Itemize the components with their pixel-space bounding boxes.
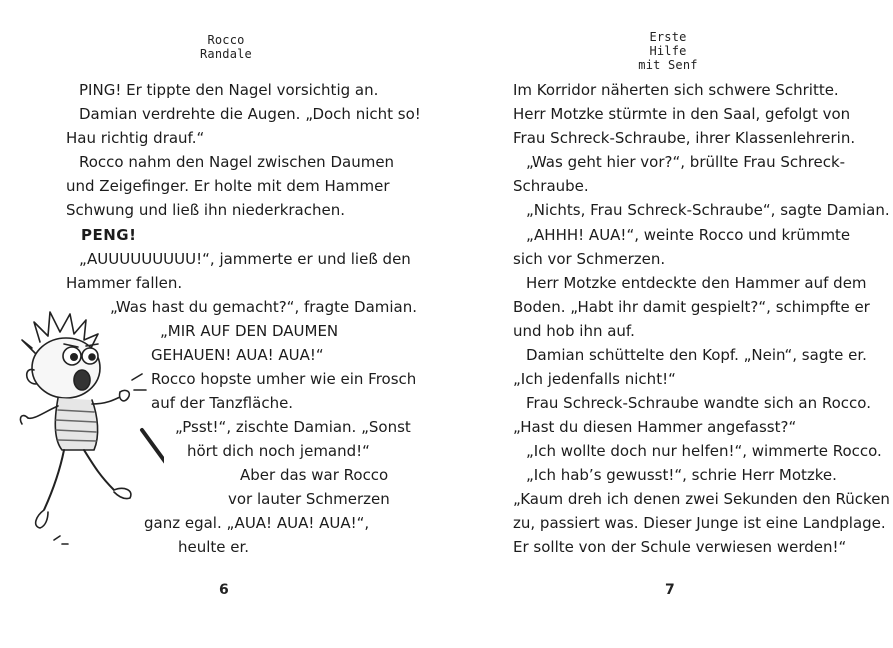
text-line: „Ich jedenfalls nicht!“ [513,370,676,388]
text-line: Rocco hopste umher wie ein Frosch [151,370,417,388]
left-page [0,0,446,648]
rocco-hopping-illustration [14,300,164,560]
text-line: Im Korridor näherten sich schwere Schritte. [513,81,839,99]
text-line: Herr Motzke entdeckte den Hammer auf dem [526,274,867,292]
text-line: vor lauter Schmerzen [228,490,390,508]
text-line-bold: PENG! [81,226,137,244]
running-head-line: Rocco [207,33,245,47]
text-line: Boden. „Habt ihr damit gespielt?“, schimpfte er [513,298,870,316]
text-line: „Kaum dreh ich denen zwei Sekunden den Rücken [513,490,890,508]
text-line: „MIR AUF DEN DAUMEN [160,322,339,340]
text-line: „Psst!“, zischte Damian. „Sonst [175,418,411,436]
text-line: GEHAUEN! AUA! AUA!“ [151,346,324,364]
text-line: hört dich noch jemand!“ [187,442,370,460]
text-line: auf der Tanzfläche. [151,394,294,412]
text-line: „Nichts, Frau Schreck-Schraube“, sagte Damian. [526,201,890,219]
text-line: Frau Schreck-Schraube, ihrer Klassenlehrerin. [513,129,856,147]
page-number-right: 7 [665,582,675,598]
text-line: ganz egal. „AUA! AUA! AUA!“, [144,514,370,532]
text-line: Rocco nahm den Nagel zwischen Daumen [79,153,395,171]
text-line: sich vor Schmerzen. [513,250,666,268]
text-line: Schraube. [513,177,589,195]
text-line: heulte er. [178,538,250,556]
text-line: „Was geht hier vor?“, brüllte Frau Schreck- [526,153,846,171]
running-head-left [196,33,256,61]
text-line: „Ich wollte doch nur helfen!“, wimmerte Rocco. [526,442,882,460]
text-line: „Was hast du gemacht?“, fragte Damian. [110,298,418,316]
text-line: und hob ihn auf. [513,322,635,340]
text-line: PING! Er tippte den Nagel vorsichtig an. [79,81,379,99]
text-line: „Ich hab’s gewusst!“, schrie Herr Motzke. [526,466,837,484]
text-line: Herr Motzke stürmte in den Saal, gefolgt von [513,105,851,123]
text-line: Damian schüttelte den Kopf. „Nein“, sagte er. [526,346,867,364]
text-line: Schwung und ließ ihn niederkrachen. [66,201,346,219]
running-head-line: Randale [200,47,252,61]
right-page [446,0,893,648]
text-line: „Hast du diesen Hammer angefasst?“ [513,418,797,436]
running-head-line: mit Senf [638,58,698,72]
running-head-right [628,30,708,72]
text-line: zu, passiert was. Dieser Junge ist eine Landplage. [513,514,886,532]
text-line: Hammer fallen. [66,274,183,292]
page-number-left: 6 [219,582,229,598]
running-head-line: Erste Hilfe [649,30,687,58]
text-line: „AUUUUUUUUU!“, jammerte er und ließ den [79,250,411,268]
text-line: Aber das war Rocco [240,466,389,484]
text-line: Hau richtig drauf.“ [66,129,205,147]
text-line: „AHHH! AUA!“, weinte Rocco und krümmte [526,226,851,244]
text-line: Frau Schreck-Schraube wandte sich an Rocco. [526,394,871,412]
text-line: Damian verdrehte die Augen. „Doch nicht so! [79,105,421,123]
text-line: Er sollte von der Schule verwiesen werden!“ [513,538,847,556]
text-line: und Zeigefinger. Er holte mit dem Hammer [66,177,390,195]
